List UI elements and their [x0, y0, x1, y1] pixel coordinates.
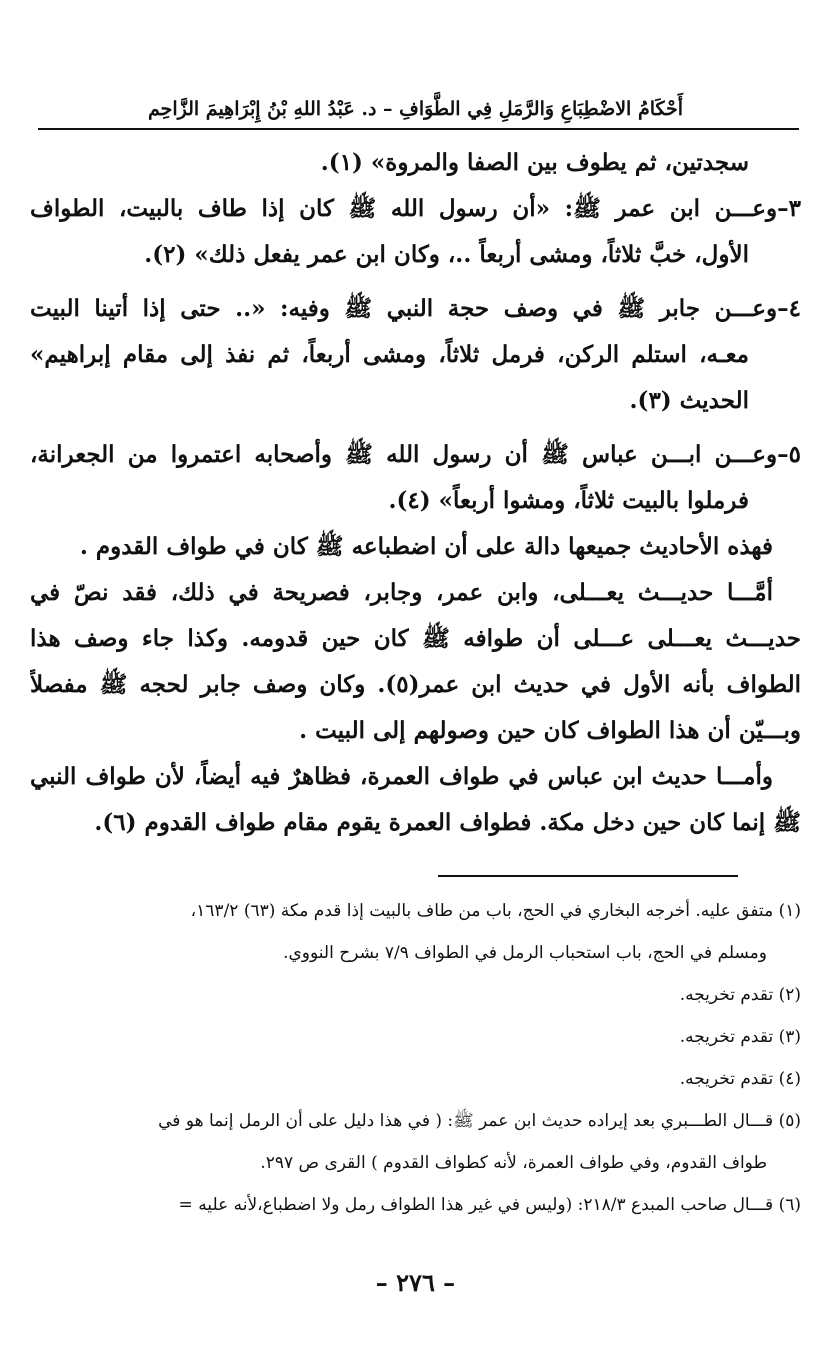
text-line: ٥–وعـــن ابـــن عباس ﷺ أن رسول الله ﷺ وأصحابه اعتمروا من الجعرانة،: [30, 441, 801, 468]
text-line: ٤–وعـــن جابر ﷺ في وصف حجة النبي ﷺ وفيه: «.. حتى إذا أتينا البيت: [30, 295, 801, 322]
text-line: ٣–وعـــن ابن عمر ﷺ: «أن رسول الله ﷺ كان إذا طاف بالبيت، الطواف: [30, 195, 801, 222]
text-line: وأمـــا حديث ابن عباس في طواف العمرة، فظاهرٌ فيه أيضاً، لأن طواف النبي: [30, 763, 773, 790]
text-line: الطواف بأنه الأول في حديث ابن عمر(٥). وكان وصف جابر لحجه ﷺ مفصلاً: [30, 671, 801, 698]
text-line: فرملوا بالبيت ثلاثاً، ومشوا أربعاً» (٤).: [388, 487, 749, 514]
footnote-line: طواف القدوم، وفي طواف العمرة، لأنه كطواف القدوم ) القرى ص ٢٩٧.: [260, 1153, 767, 1173]
text-line: الحديث (٣).: [629, 387, 749, 414]
footnote-line: (٤) تقدم تخريجه.: [679, 1069, 801, 1089]
text-line: ﷺ إنما كان حين دخل مكة. فطواف العمرة يقوم مقام طواف القدوم (٦).: [94, 809, 801, 836]
footnote-line: (٢) تقدم تخريجه.: [679, 985, 801, 1005]
footnote-line: (٦) قـــال صاحب المبدع ٢١٨/٣: (وليس في غير هذا الطواف رمل ولا اضطباع،لأنه عليه =: [178, 1195, 801, 1215]
header-rule: [38, 128, 799, 130]
text-line: فهذه الأحاديث جميعها دالة على أن اضطباعه ﷺ كان في طواف القدوم .: [79, 533, 773, 560]
page-number: – ٢٧٦ –: [375, 1268, 456, 1297]
footnote-line: ومسلم في الحج، باب استحباب الرمل في الطواف ٧/٩ بشرح النووي.: [283, 943, 767, 963]
text-line: حديـــث يعـــلى عـــلى أن طوافه ﷺ كان حين قدومه. وكذا جاء وصف هذا: [30, 625, 801, 652]
footnote-rule: [438, 875, 738, 877]
footnote-line: (٥) قـــال الطـــبري بعد إيراده حديث ابن عمر ﷺ: ( في هذا دليل على أن الرمل إنما هو في: [158, 1111, 801, 1131]
main-text: [30, 140, 801, 846]
footnote-line: (١) متفق عليه. أخرجه البخاري في الحج، باب من طاف بالبيت إذا قدم مكة (٦٣) ١٦٣/٢،: [190, 901, 801, 921]
text-line: معـه، استلم الركن، فرمل ثلاثاً، ومشى أربعاً، ثم نفذ إلى مقام إبراهيم»: [30, 341, 749, 368]
footnotes: [30, 890, 801, 1226]
text-line: أمَّـــا حديـــث يعـــلى، وابن عمر، وجابر، فصريحة في ذلك، فقد نصّ في: [30, 579, 773, 606]
running-header: أَحْكَامُ الاضْطِبَاعِ وَالرَّمَلِ فِي الطَّوَافِ – د. عَبْدُ اللهِ بْنُ إِبْرَاهِيمَ الزَّاحِم: [147, 98, 684, 120]
text-line: وبـــيّن أن هذا الطواف كان حين وصولهم إلى البيت .: [299, 717, 801, 744]
text-line: الأول، خبَّ ثلاثاً، ومشى أربعاً ..، وكان ابن عمر يفعل ذلك» (٢).: [144, 241, 749, 268]
footnote-line: (٣) تقدم تخريجه.: [679, 1027, 801, 1047]
text-line: سجدتين، ثم يطوف بين الصفا والمروة» (١).: [320, 149, 749, 176]
